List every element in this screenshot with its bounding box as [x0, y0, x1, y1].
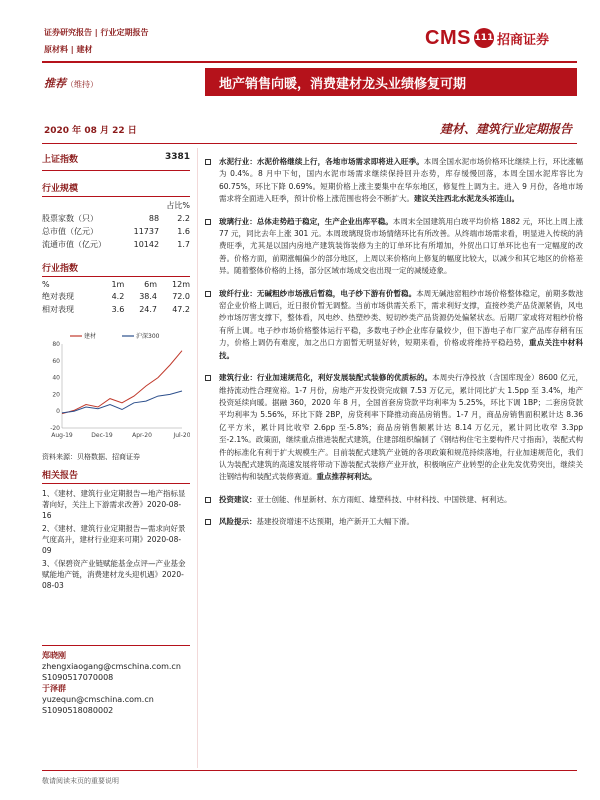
y-tick-label: -20 — [50, 425, 60, 432]
paragraph-cement — [205, 156, 583, 206]
cell: 11737 — [133, 227, 160, 236]
report-subtitle: 建材、建筑行业定期报告 — [439, 122, 572, 136]
cell: 10142 — [133, 240, 160, 249]
x-tick-label: Aug-19 — [51, 432, 73, 439]
main-content — [205, 156, 583, 539]
para-body: 本周央行净投放（含国库现金）8600 亿元，维持流动性合理宽裕。1-7 月份，房地产开发投资完成额 7.53 万亿元，累计同比扩大 1.5pp 至 3.4%，地产投资延续向暖。据融 360，2020 年 8 月，全国首套房贷款平均利率为 5.25%，环比下调 1BP；二套房贷款平均利率为 5.56%，环比下降 2BP，房贷利率下降推动商品房销售。1-7 月，商品房销售面积累计达 8.36 亿平方米，累计同比收窄 2.6pp 至-5.8%；商品房销售额累计达 8.14 万亿元，累计同比收窄 3.3pp 至-2.1%。政策面，继续重点推进装配式建筑，住建部组织编制了《钢结构住宅主要构件尺寸指南》，装配式构件的标准化有利于扩大规模生产。目前装配式建筑产业链的各项政策和规范持续落地，行业加速规范化，我们认为装配式建筑的高速发展将带动下游装配式装修产业开放，积极响应产业转型的企业先发优势突出，继续关注钢结构和装配式装修赛道。 — [219, 373, 583, 482]
analyst-id: S1090517070008 — [42, 673, 114, 682]
y-tick-label: 40 — [52, 374, 60, 382]
paragraph-investment — [205, 494, 583, 506]
x-tick-label: Dec-19 — [91, 432, 113, 439]
legend-label: 沪深300 — [136, 333, 160, 340]
industry-col: 占比% — [166, 201, 190, 210]
analyst-block — [42, 645, 190, 716]
logo-cms: CMS — [425, 26, 471, 49]
square-bullet-icon — [205, 497, 211, 503]
square-bullet-icon — [205, 375, 211, 381]
table-row — [42, 290, 190, 303]
divider — [42, 645, 190, 646]
paragraph-risk — [205, 516, 583, 528]
index-label: 上证指数 — [42, 155, 79, 165]
cell: 流通市值（亿元） — [42, 240, 106, 249]
column-divider — [197, 148, 198, 768]
cell: 1.7 — [177, 240, 190, 249]
paragraph-fiberglass — [205, 288, 583, 362]
para-lead: 投资建议： — [219, 494, 257, 504]
para-tail: 建议关注西北水泥龙头祁连山。 — [414, 194, 519, 204]
brand-logo — [425, 24, 549, 52]
cell: 4.2 — [111, 292, 125, 301]
cell: 12m — [172, 280, 190, 289]
industry-table — [42, 199, 190, 251]
x-tick-label: Apr-20 — [132, 432, 152, 439]
para-lead: 玻璃行业：总体走势趋于稳定，生产企业出库平稳。 — [219, 216, 393, 226]
para-tail: 重点关注中材科技。 — [219, 338, 583, 360]
footer-note: 敬请阅读末页的重要说明 — [42, 777, 119, 785]
index-row — [42, 152, 190, 165]
cell: 72.0 — [172, 292, 190, 301]
square-bullet-icon — [205, 519, 211, 525]
para-body: 本周末全国建筑用白玻平均价格 1882 元，环比上周上涨 77 元，同比去年上涨 301 元。本周玻璃现货市场情绪环比有所改善。从终端市场需求看，明显进入传统的消费旺季，尤其是以国内房地产建筑装饰装修为主的订单环比有所增加，外贸出口订单环比也有一定幅度的改善。价格方面，前期涨幅偏少的部分地区，上周以来价格向上修复的幅度比较大，以减少和其它地区的价格差异。随着整体价格的上扬，部分区域市场成交也出现一定的减缓迹象。 — [219, 216, 584, 276]
y-tick-label: 60 — [52, 357, 60, 365]
rating-label: 推荐 — [44, 77, 66, 90]
analyst-name: 于泽群 — [42, 684, 66, 693]
cell: 3.6 — [111, 305, 125, 314]
cell: 2.2 — [177, 214, 190, 223]
index-chart — [42, 330, 190, 448]
table-row — [42, 238, 190, 251]
chart-source: 资料来源：贝格数据、招商证券 — [42, 453, 140, 461]
x-tick-label: Jul-20 — [173, 432, 190, 439]
para-body: 基建投资增速不达预期，地产新开工大幅下滑。 — [256, 517, 414, 527]
para-body: 本周全国水泥市场价格环比继续上行，环比涨幅为 0.4%。8 月中下旬，国内水泥市场需求继续保持回升态势，库存缓慢回落，本周全国水泥库容比为 60.75%，环比下降 0.69%。短期价格上涨主要集中在华东地区，修复性上调为主。进入 9 月份，各地市场需求将全面进入旺季，预计价格上涨范围也将会不断扩大。 — [219, 157, 583, 204]
related-item[interactable]: 2、《建材、建筑行业定期报告—需求向好景气度高升，建材行业迎来可期》2020-08-09 — [42, 524, 186, 555]
sidebar — [42, 152, 190, 316]
analyst-id: S1090518080002 — [42, 706, 114, 715]
sector-label: 原材料 | 建材 — [44, 45, 93, 54]
para-lead: 玻纤行业：无碱粗纱市场涨后暂稳，电子纱下游有价暂稳。 — [219, 288, 417, 298]
rating-note: （维持） — [66, 80, 98, 89]
cell: 总市值（亿元） — [42, 227, 98, 236]
cell: 38.4 — [139, 292, 157, 301]
para-lead: 建筑行业：行业加速规范化，利好发展装配式装修的优质标的。 — [219, 373, 433, 383]
divider — [42, 170, 190, 171]
series-line-1 — [62, 391, 182, 413]
cell: 1m — [111, 280, 125, 289]
series-line-0 — [62, 351, 182, 414]
analyst-name: 郑晓刚 — [42, 651, 66, 660]
perf-title: 行业指数 — [42, 264, 79, 274]
paragraph-glass — [205, 216, 583, 278]
divider — [42, 483, 190, 484]
para-lead: 风险提示： — [219, 517, 257, 527]
table-row — [42, 225, 190, 238]
cell: 1.6 — [177, 227, 190, 236]
para-lead: 水泥行业：水泥价格继续上行，各地市场需求即将进入旺季。 — [219, 157, 424, 166]
cell: 绝对表现 — [42, 292, 74, 301]
perf-table — [42, 279, 190, 316]
paragraph-construction — [205, 372, 583, 484]
cell: 6m — [144, 280, 157, 289]
logo-badge-icon: 111 — [474, 28, 494, 48]
footer-rule — [42, 770, 577, 771]
logo-chinese: 招商证券 — [496, 32, 549, 48]
cell: 24.7 — [139, 305, 157, 314]
rating — [44, 75, 98, 91]
related-item[interactable]: 3、《保碧资产业链赋能基金点评—产业基金赋能地产链，消费建材龙头迎机遇》2020-08-03 — [42, 559, 186, 590]
report-title: 地产销售向暖，消费建材龙头业绩修复可期 — [205, 68, 577, 96]
industry-title: 行业规模 — [42, 184, 79, 194]
top-rule — [42, 61, 577, 63]
index-value: 3381 — [164, 152, 190, 162]
divider — [42, 196, 190, 197]
table-row — [42, 212, 190, 225]
table-row — [42, 303, 190, 316]
header-rule — [42, 143, 577, 144]
divider — [42, 276, 190, 277]
y-tick-label: 20 — [52, 391, 60, 399]
cell: 相对表现 — [42, 305, 74, 314]
para-body: 亚士创能、伟星新材、东方雨虹、雄塑科技、中材科技、中国铁建、柯利达。 — [256, 494, 512, 504]
report-date: 2020 年 08 月 22 日 — [44, 126, 137, 136]
cell: 88 — [148, 214, 160, 223]
related-title: 相关报告 — [42, 471, 79, 481]
cell: % — [42, 280, 50, 289]
para-tail: 重点推荐柯利达。 — [316, 472, 377, 482]
related-item[interactable]: 1、《建材、建筑行业定期报告—地产指标显著向好，关注上下游需求改善》2020-08-16 — [42, 489, 186, 520]
y-tick-label: 80 — [52, 341, 60, 348]
square-bullet-icon — [205, 159, 211, 165]
y-tick-label: 0 — [56, 408, 60, 416]
related-reports — [42, 468, 190, 593]
legend-label: 建材 — [84, 333, 97, 340]
report-category: 证券研究报告 | 行业定期报告 — [44, 28, 149, 37]
cell: 股票家数（只） — [42, 214, 98, 223]
cell: 47.2 — [172, 305, 190, 314]
chart-svg — [42, 330, 190, 448]
square-bullet-icon — [205, 219, 211, 225]
analyst-email[interactable]: zhengxiaogang@cmschina.com.cn — [42, 662, 181, 671]
para-body: 本周无碱池窑粗纱市场价格整体稳定，前期多数池窑企业价格上调后，近日报价暂无调整。当前市场供需关系下，需求利好支撑，直接纱类产品货源紧俏，风电纱市场厉害支撑下，整体看，风电纱、热塑纱类、短切纱类产品货源仍处偏紧状态。后期厂家或将对粗纱价格有所上调。电子纱市场价格整体运行平稳，多数电子纱企业库存量较少，但下游电子布厂家产品库存稍有压力，价格上调仍有难度，加之出口方面暂无明显好转，短期来看，价格或将维持平稳趋势， — [219, 288, 584, 348]
square-bullet-icon — [205, 291, 211, 297]
analyst-email[interactable]: yuzequn@cmschina.com.cn — [42, 695, 154, 704]
